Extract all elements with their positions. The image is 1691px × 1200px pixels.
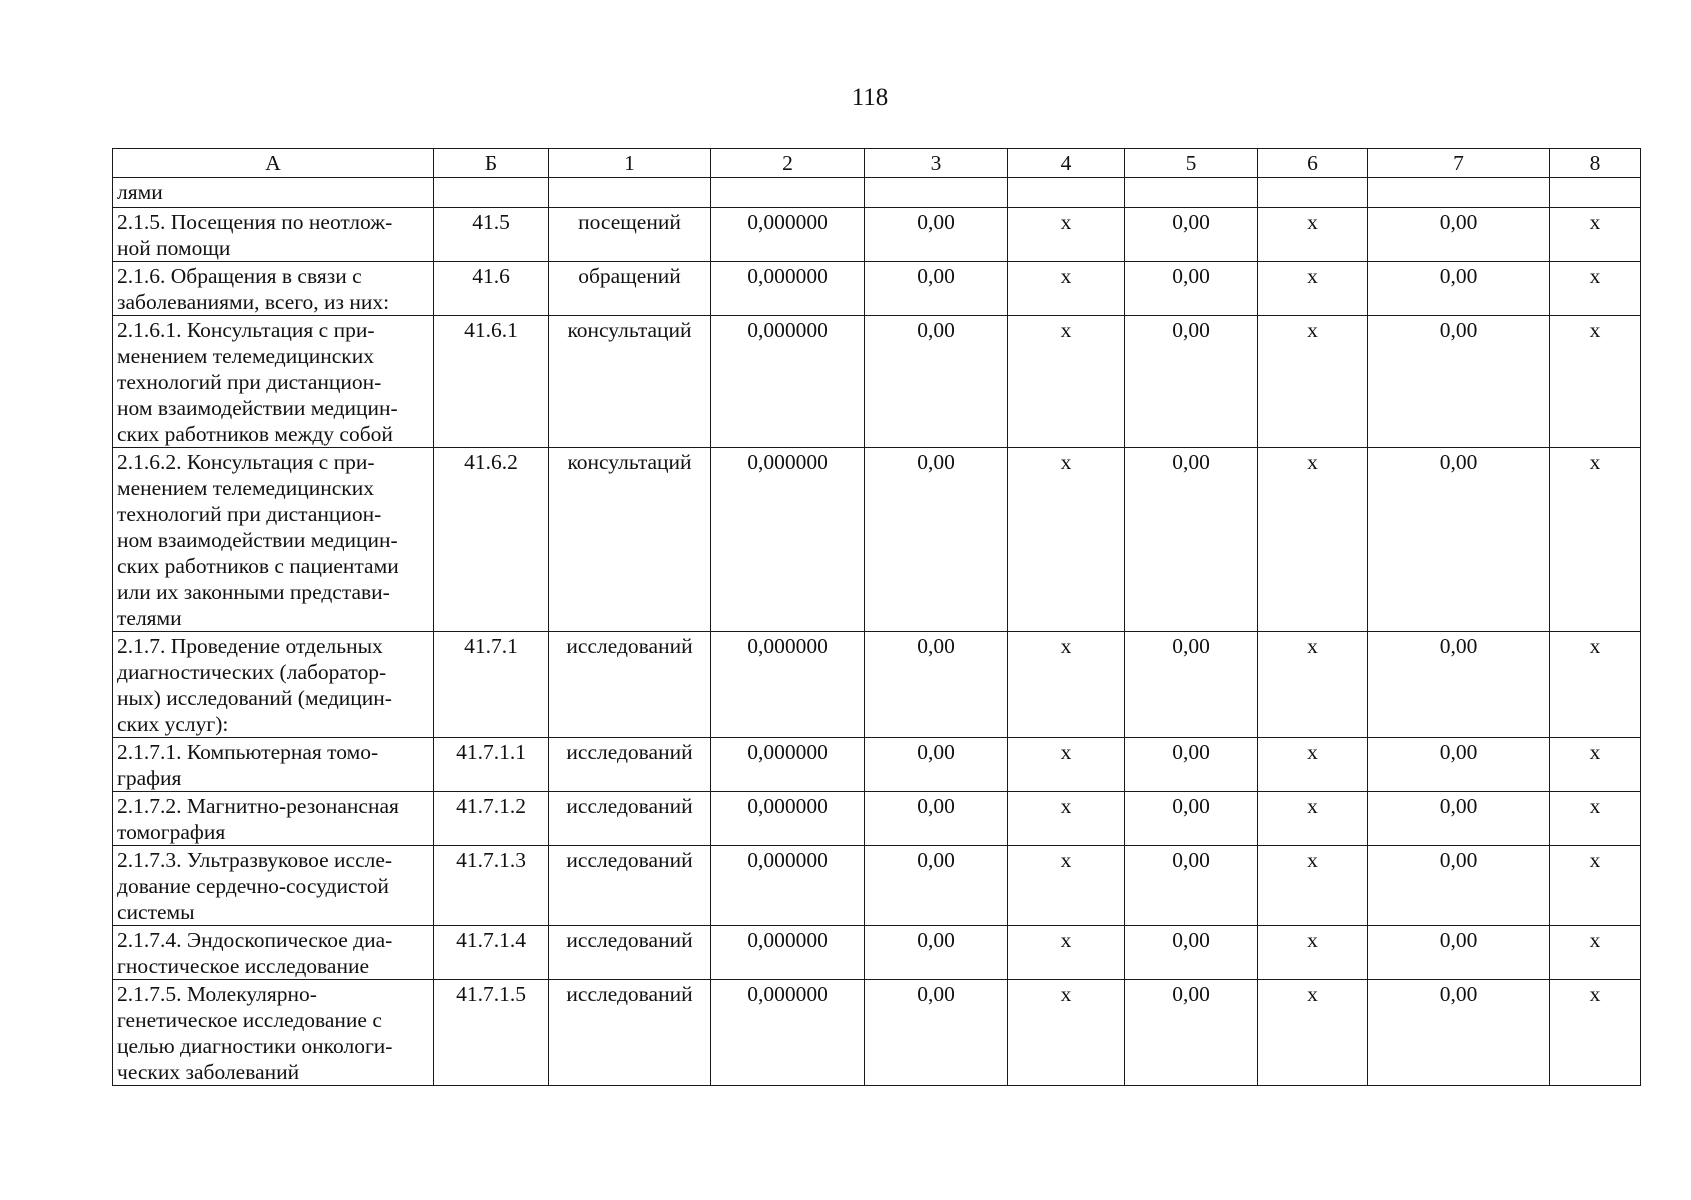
col8-cell: х	[1550, 738, 1641, 792]
code-cell: 41.7.1.2	[434, 792, 549, 846]
unit-cell: исследований	[549, 926, 711, 980]
row-label-line: гностическое исследование	[117, 954, 370, 978]
col4-cell: х	[1008, 792, 1125, 846]
col2-cell: 0,000000	[711, 738, 865, 792]
col2-cell: 0,000000	[711, 846, 865, 926]
row-label-line: диагностических (лаборатор-	[117, 660, 387, 684]
column-header-7: 7	[1368, 149, 1550, 178]
row-label-line: ских услуг):	[117, 712, 229, 736]
column-header-8: 8	[1550, 149, 1641, 178]
col7-cell: 0,00	[1368, 792, 1550, 846]
col8-cell: х	[1550, 792, 1641, 846]
row-label-line: ном взаимодействии медицин-	[117, 528, 398, 552]
page-number: 118	[851, 84, 889, 111]
code-cell: 41.6.2	[434, 448, 549, 632]
col4-cell: х	[1008, 448, 1125, 632]
col5-cell: 0,00	[1125, 208, 1258, 262]
table-row	[113, 262, 1641, 316]
col4-cell: х	[1008, 846, 1125, 926]
col6-cell: х	[1258, 980, 1368, 1086]
row-label-line: или их законными представи-	[117, 580, 390, 604]
row-label-line: генетическое исследование с	[117, 1008, 382, 1032]
row-label	[113, 316, 434, 448]
col6-cell: х	[1258, 846, 1368, 926]
row-label-line: менением телемедицинских	[117, 476, 375, 500]
col6-cell: х	[1258, 208, 1368, 262]
col3-cell: 0,00	[865, 738, 1008, 792]
col7-cell: 0,00	[1368, 980, 1550, 1086]
col2-cell: 0,000000	[711, 632, 865, 738]
row-label-line: целью диагностики онкологи-	[117, 1034, 393, 1058]
col8-cell: х	[1550, 448, 1641, 632]
table-row	[113, 980, 1641, 1086]
table-row	[113, 846, 1641, 926]
row-label-line: менением телемедицинских	[117, 344, 375, 368]
column-header-1: 1	[549, 149, 711, 178]
row-label-line: дование сердечно-сосудистой	[117, 874, 389, 898]
col7-cell: 0,00	[1368, 926, 1550, 980]
col4-cell: х	[1008, 980, 1125, 1086]
col2-cell: 0,000000	[711, 792, 865, 846]
column-header-b: Б	[434, 149, 549, 178]
unit-cell: исследований	[549, 632, 711, 738]
row-label-line: 2.1.7. Проведение отдельных	[117, 634, 383, 658]
col8-cell: х	[1550, 926, 1641, 980]
col4-cell: х	[1008, 738, 1125, 792]
row-label-line: 2.1.6.1. Консультация с при-	[117, 318, 375, 342]
col4-cell: х	[1008, 632, 1125, 738]
row-label	[113, 926, 434, 980]
header-row	[113, 149, 1641, 178]
row-label-line: ном взаимодействии медицин-	[117, 396, 398, 420]
col6-cell: х	[1258, 632, 1368, 738]
col3-cell: 0,00	[865, 980, 1008, 1086]
row-label	[113, 980, 434, 1086]
col5-cell: 0,00	[1125, 448, 1258, 632]
row-label-line: телями	[117, 606, 182, 630]
code-cell: 41.7.1.5	[434, 980, 549, 1086]
row-label-line: томография	[117, 820, 226, 844]
col6-cell: х	[1258, 926, 1368, 980]
col7-cell: 0,00	[1368, 208, 1550, 262]
unit-cell: исследований	[549, 738, 711, 792]
row-label-line: системы	[117, 900, 195, 924]
col4-cell: х	[1008, 262, 1125, 316]
row-label-line: ских работников с пациентами	[117, 554, 399, 578]
col2-cell: 0,000000	[711, 448, 865, 632]
col3-cell: 0,00	[865, 262, 1008, 316]
col3-cell: 0,00	[865, 448, 1008, 632]
column-header-2: 2	[711, 149, 865, 178]
table-row	[113, 738, 1641, 792]
unit-cell: консультаций	[549, 448, 711, 632]
table-row	[113, 208, 1641, 262]
code-cell: 41.7.1.1	[434, 738, 549, 792]
col7-cell: 0,00	[1368, 448, 1550, 632]
column-header-6: 6	[1258, 149, 1368, 178]
col3-cell: 0,00	[865, 792, 1008, 846]
continuation-text: лями	[113, 178, 434, 208]
table-row	[113, 792, 1641, 846]
col8-cell: х	[1550, 262, 1641, 316]
continuation-row	[113, 178, 1641, 208]
col2-cell: 0,000000	[711, 316, 865, 448]
row-label	[113, 846, 434, 926]
row-label-line: 2.1.7.1. Компьютерная томо-	[117, 740, 379, 764]
table-row	[113, 316, 1641, 448]
row-label-line: 2.1.6.2. Консультация с при-	[117, 450, 375, 474]
col2-cell: 0,000000	[711, 980, 865, 1086]
col8-cell: х	[1550, 208, 1641, 262]
row-label-line: 2.1.7.2. Магнитно-резонансная	[117, 794, 399, 818]
code-cell: 41.5	[434, 208, 549, 262]
col5-cell: 0,00	[1125, 738, 1258, 792]
col6-cell: х	[1258, 792, 1368, 846]
unit-cell: исследований	[549, 792, 711, 846]
column-header-3: 3	[865, 149, 1008, 178]
unit-cell: исследований	[549, 846, 711, 926]
col3-cell: 0,00	[865, 208, 1008, 262]
row-label	[113, 448, 434, 632]
row-label-line: 2.1.7.5. Молекулярно-	[117, 982, 317, 1006]
col8-cell: х	[1550, 632, 1641, 738]
row-label-line: графия	[117, 766, 182, 790]
row-label-line: ных) исследований (медицин-	[117, 686, 392, 710]
column-header-5: 5	[1125, 149, 1258, 178]
column-header-a: А	[113, 149, 434, 178]
row-label-line: 2.1.7.3. Ультразвуковое иссле-	[117, 848, 393, 872]
col4-cell: х	[1008, 316, 1125, 448]
col3-cell: 0,00	[865, 926, 1008, 980]
code-cell: 41.7.1	[434, 632, 549, 738]
unit-cell: исследований	[549, 980, 711, 1086]
row-label-line: ной помощи	[117, 236, 231, 260]
unit-cell: консультаций	[549, 316, 711, 448]
col6-cell: х	[1258, 316, 1368, 448]
row-label-line: ческих заболеваний	[117, 1060, 300, 1084]
col8-cell: х	[1550, 846, 1641, 926]
col2-cell: 0,000000	[711, 208, 865, 262]
col5-cell: 0,00	[1125, 632, 1258, 738]
col3-cell: 0,00	[865, 316, 1008, 448]
col8-cell: х	[1550, 316, 1641, 448]
code-cell: 41.6	[434, 262, 549, 316]
row-label	[113, 262, 434, 316]
row-label	[113, 632, 434, 738]
col6-cell: х	[1258, 448, 1368, 632]
row-label	[113, 738, 434, 792]
col8-cell: х	[1550, 980, 1641, 1086]
row-label	[113, 208, 434, 262]
row-label-line: 2.1.6. Обращения в связи с	[117, 264, 362, 288]
col5-cell: 0,00	[1125, 262, 1258, 316]
row-label-line: технологий при дистанцион-	[117, 502, 382, 526]
col7-cell: 0,00	[1368, 632, 1550, 738]
table-row	[113, 448, 1641, 632]
col6-cell: х	[1258, 738, 1368, 792]
col3-cell: 0,00	[865, 846, 1008, 926]
table-body	[113, 178, 1641, 1086]
table-row	[113, 926, 1641, 980]
col7-cell: 0,00	[1368, 846, 1550, 926]
col6-cell: х	[1258, 262, 1368, 316]
row-label-line: ских работников между собой	[117, 422, 393, 446]
row-label-line: 2.1.7.4. Эндоскопическое диа-	[117, 928, 393, 952]
col5-cell: 0,00	[1125, 792, 1258, 846]
col5-cell: 0,00	[1125, 316, 1258, 448]
col4-cell: х	[1008, 208, 1125, 262]
col5-cell: 0,00	[1125, 846, 1258, 926]
row-label-line: 2.1.5. Посещения по неотлож-	[117, 210, 393, 234]
col4-cell: х	[1008, 926, 1125, 980]
row-label-line: заболеваниями, всего, из них:	[117, 290, 390, 314]
col2-cell: 0,000000	[711, 926, 865, 980]
column-header-4: 4	[1008, 149, 1125, 178]
col3-cell: 0,00	[865, 632, 1008, 738]
row-label-line: технологий при дистанцион-	[117, 370, 382, 394]
col7-cell: 0,00	[1368, 738, 1550, 792]
col7-cell: 0,00	[1368, 262, 1550, 316]
indicator-table	[112, 148, 1641, 1086]
table-row	[113, 632, 1641, 738]
col5-cell: 0,00	[1125, 980, 1258, 1086]
unit-cell: обращений	[549, 262, 711, 316]
code-cell: 41.6.1	[434, 316, 549, 448]
col5-cell: 0,00	[1125, 926, 1258, 980]
code-cell: 41.7.1.4	[434, 926, 549, 980]
col7-cell: 0,00	[1368, 316, 1550, 448]
row-label	[113, 792, 434, 846]
col2-cell: 0,000000	[711, 262, 865, 316]
code-cell: 41.7.1.3	[434, 846, 549, 926]
unit-cell: посещений	[549, 208, 711, 262]
